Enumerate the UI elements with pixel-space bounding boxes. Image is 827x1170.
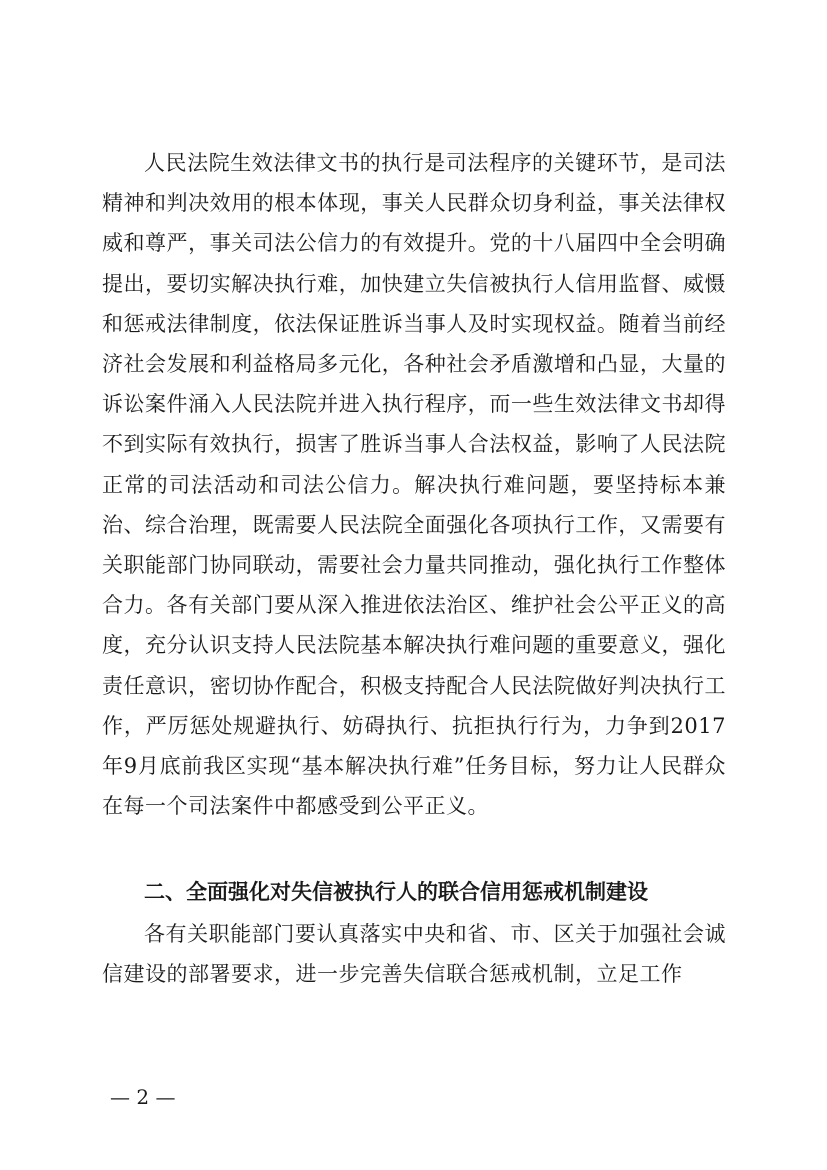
- body-paragraph-credit: 各有关职能部门要认真落实中央和省、市、区关于加强社会诚信建设的部署要求，进一步完善失信联合惩戒机制，立足工作: [102, 922, 726, 987]
- body-paragraph-execution: 人民法院生效法律文书的执行是司法程序的关键环节，是司法精神和判决效用的根本体现，事关人民群众切身利益，事关法律权威和尊严，事关司法公信力的有效提升。党的十八届四中全会明确提出，要切实解决执行难，加快建立失信被执行人信用监督、威慑和惩戒法律制度，依法保证胜诉当事人及时实现权益。随着当前经济社会发展和利益格局多元化，各种社会矛盾激增和凸显，大量的诉讼案件涌入人民法院并进入执行程序，而一些生效法律文书却得不到实际有效执行，损害了胜诉当事人合法权益，影响了人民法院正常的司法活动和司法公信力。解决执行难问题，要坚持标本兼治、综合治理，既需要人民法院全面强化各项执行工作，又需要有关职能部门协同联动，需要社会力量共同推动，强化执行工作整体合力。各有关部门要从深入推进依法治区、维护社会公平正义的高度，充分认识支持人民法院基本解决执行难问题的重要意义，强化责任意识，密切协作配合，积极支持配合人民法院做好判决执行工作，严厉惩处规避执行、妨碍执行、抗拒执行行为，力争到2017年9月底前我区实现“基本解决执行难”任务目标，努力让人民群众在每一个司法案件中都感受到公平正义。: [102, 151, 726, 819]
- section-heading: 二、全面强化对失信被执行人的联合信用惩戒机制建设: [144, 880, 648, 904]
- page-number: — 2 —: [110, 1085, 176, 1109]
